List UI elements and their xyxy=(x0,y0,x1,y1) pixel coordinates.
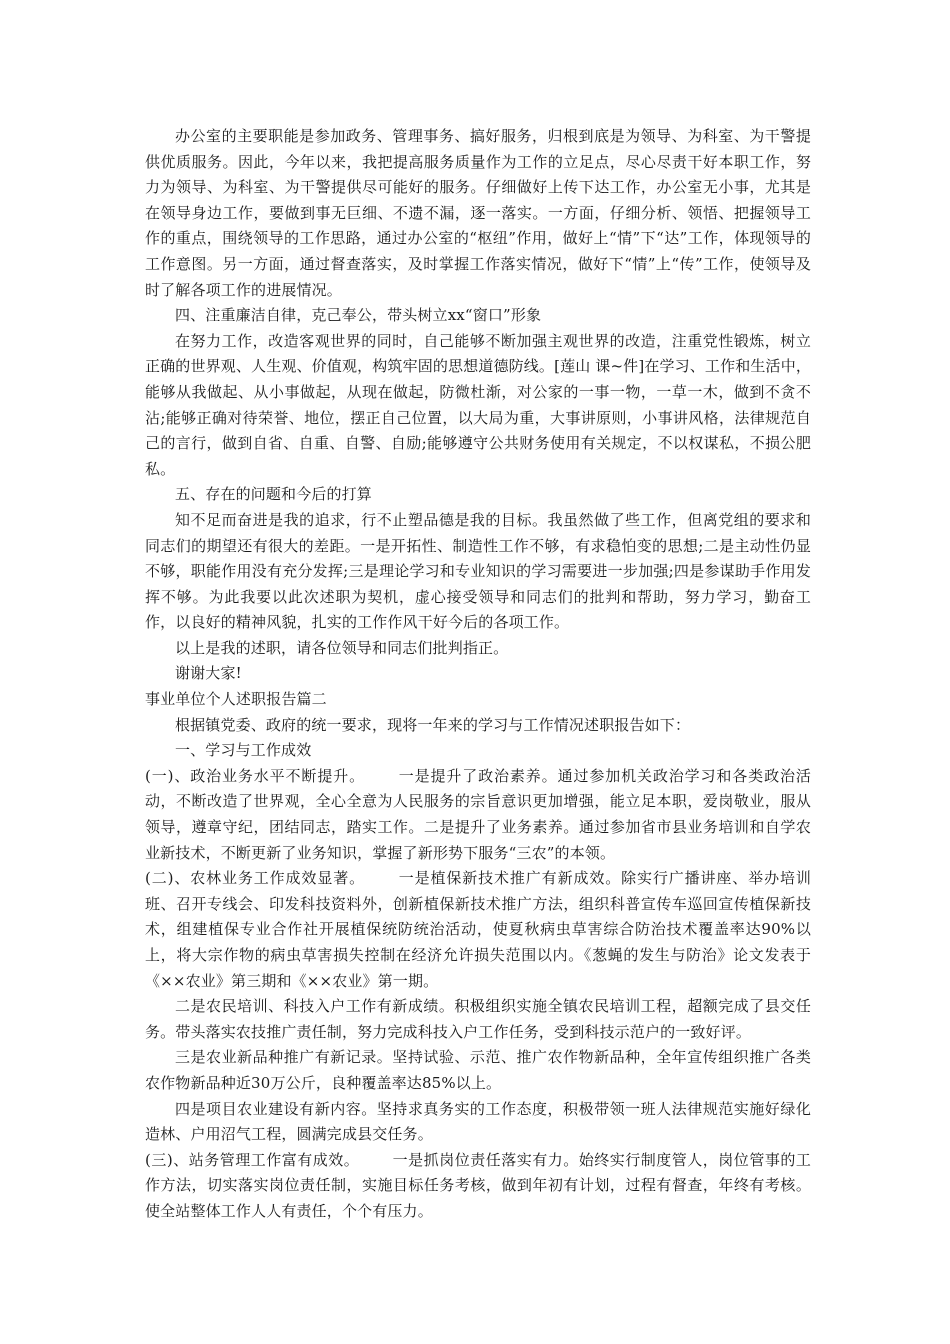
paragraph: 二是农民培训、科技入户工作有新成绩。积极组织实施全镇农民培训工程，超额完成了县交任务。带头落实农技推广责任制，努力完成科技入户工作任务，受到科技示范户的一致好评。 xyxy=(145,997,811,1041)
section-heading-five: 五、存在的问题和今后的打算 xyxy=(175,485,372,504)
subsection-heading: (三)、站务管理工作富有成效。 xyxy=(145,1150,360,1169)
subsection-text: 一是提升了政治素养。通过参加机关政治学习和各类政治活动，不断改造了世界观，全心全意为人民服务的宗旨意识更加增强，能立足本职，爱岗敬业，服从领导，遵章守纪，团结同志，踏实工作。二是提升了业务素养。通过参加省市县业务培训和自学农业新技术，不断更新了业务知识，掌握了新形势下服务“三农”的本领。 xyxy=(145,766,811,862)
paragraph: 谢谢大家! xyxy=(175,664,242,683)
subsection xyxy=(145,1148,811,1225)
document-body xyxy=(145,124,811,1225)
subsection-heading: (一)、政治业务水平不断提升。 xyxy=(145,766,365,785)
subsection-text: 一是植保新技术推广有新成效。除实行广播讲座、举办培训班、召开专线会、印发科技资料外，创新植保新技术推广方法，组织科普宣传车巡回宣传植保新技术，组建植保专业合作社开展植保统防统治活动，使夏秋病虫草害综合防治技术覆盖率达90%以上，将大宗作物的病虫草害损失控制在经济允许损失范围以内。《葱蝇的发生与防治》论文发表于《××农业》第三期和《××农业》第一期。 xyxy=(145,869,811,990)
document-subtitle: 事业单位个人述职报告篇二 xyxy=(145,690,327,709)
subsection xyxy=(145,866,811,994)
paragraph: 四是项目农业建设有新内容。坚持求真务实的工作态度，积极带领一班人法律规范实施好绿化造林、户用沼气工程，圆满完成县交任务。 xyxy=(145,1099,811,1144)
subsection xyxy=(145,764,811,866)
paragraph: 在努力工作，改造客观世界的同时，自己能够不断加强主观世界的改造，注重党性锻炼，树立正确的世界观、人生观、价值观，构筑牢固的思想道德防线。[莲山 课~件]在学习、工作和生活中，能够从我做起、从小事做起，从现在做起，防微杜渐，对公家的一事一物，一草一木，做到不贪不沾;能够正确对待荣誉、地位，摆正自己位置，以大局为重，大事讲原则，小事讲风格，法律规范自己的言行，做到自省、自重、自警、自励;能够遵守公共财务使用有关规定，不以权谋私，不损公肥私。 xyxy=(145,331,811,478)
section-heading-four: 四、注重廉洁自律，克己奉公，带头树立xx“窗口”形象 xyxy=(175,306,542,325)
paragraph: 办公室的主要职能是参加政务、管理事务、搞好服务，归根到底是为领导、为科室、为干警提供优质服务。因此，今年以来，我把提高服务质量作为工作的立足点，尽心尽责干好本职工作，努力为领导、为科室、为干警提供尽可能好的服务。仔细做好上传下达工作，办公室无小事，尤其是在领导身边工作，要做到事无巨细、不遗不漏，逐一落实。一方面，仔细分析、领悟、把握领导工作的重点，围绕领导的工作思路，通过办公室的“枢纽”作用，做好上“情”下“达”工作，体现领导的工作意图。另一方面，通过督查落实，及时掌握工作落实情况，做好下“情”上“传”工作，使领导及时了解各项工作的进展情况。 xyxy=(145,127,811,299)
paragraph: 三是农业新品种推广有新记录。坚持试验、示范、推广农作物新品种，全年宣传组织推广各类农作物新品种近30万公斤，良种覆盖率达85%以上。 xyxy=(145,1048,811,1092)
paragraph: 根据镇党委、政府的统一要求，现将一年来的学习与工作情况述职报告如下： xyxy=(175,715,691,734)
paragraph: 知不足而奋进是我的追求，行不止塑品德是我的目标。我虽然做了些工作，但离党组的要求和同志们的期望还有很大的差距。一是开拓性、制造性工作不够，有求稳怕变的思想;二是主动性仍显不够，职能作用没有充分发挥;三是理论学习和专业知识的学习需要进一步加强;四是参谋助手作用发挥不够。为此我要以此次述职为契机，虚心接受领导和同志们的批判和帮助，努力学习，勤奋工作，以良好的精神风貌，扎实的工作作风干好今后的各项工作。 xyxy=(145,510,811,632)
section-heading-one: 一、学习与工作成效 xyxy=(175,741,312,760)
subsection-heading: (二)、农林业务工作成效显著。 xyxy=(145,869,365,888)
subsection-text: 一是抓岗位责任落实有力。始终实行制度管人，岗位管事的工作方法，切实落实岗位责任制，实施目标任务考核，做到年初有计划，过程有督查，年终有考核。使全站整体工作人人有责任，个个有压力。 xyxy=(145,1150,811,1220)
paragraph: 以上是我的述职，请各位领导和同志们批判指正。 xyxy=(175,638,509,657)
